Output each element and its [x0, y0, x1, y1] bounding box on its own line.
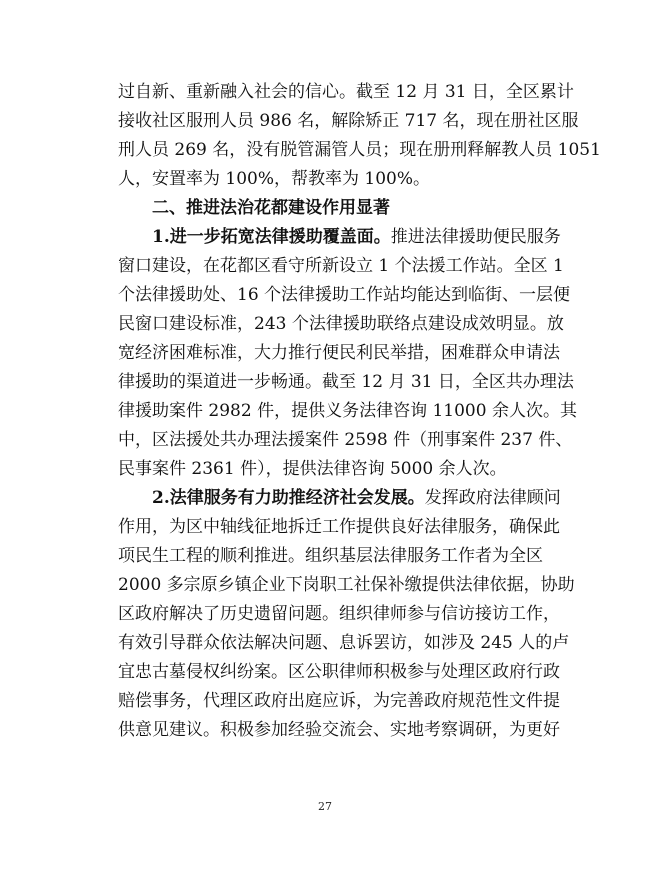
item-2-first-line	[118, 484, 561, 513]
text-line: 中，区法援处共办理法援案件 2598 件（刑事案件 237 件、	[118, 430, 573, 450]
text-line: 接收社区服刑人员 986 名，解除矫正 717 名，现在册社区服	[118, 111, 579, 131]
text-line: 宽经济困难标准，大力推行便民利民举措，困难群众申请法	[118, 343, 560, 363]
text-line: 区政府解决了历史遗留问题。组织律师参与信访接访工作，	[118, 604, 560, 624]
section-heading: 二、推进法治花都建设作用显著	[152, 198, 390, 218]
page-body	[118, 78, 601, 745]
text-line: 项民生工程的顺利推进。组织基层法律服务工作者为全区	[118, 546, 543, 566]
text-line: 供意见建议。积极参加经验交流会、实地考察调研，为更好	[118, 720, 560, 740]
item-2-first-line-rest: 发挥政府法律顾问	[424, 488, 561, 508]
page-number: 27	[318, 800, 332, 813]
text-line: 作用，为区中轴线征地拆迁工作提供良好法律服务，确保此	[118, 517, 560, 537]
text-line: 宜忠古墓侵权纠纷案。区公职律师积极参与处理区政府行政	[118, 662, 560, 682]
item-1-lead: 1.进一步拓宽法律援助覆盖面。	[152, 227, 391, 247]
text-line: 刑人员 269 名，没有脱管漏管人员；现在册刑释解教人员 1051	[118, 140, 601, 160]
text-line: 律援助案件 2982 件，提供义务法律咨询 11000 余人次。其	[118, 401, 577, 421]
item-1-first-line	[118, 223, 561, 252]
text-line: 民窗口建设标准，243 个法律援助联络点建设成效明显。放	[118, 314, 564, 334]
item-1-first-line-rest: 推进法律援助便民服务	[390, 227, 561, 247]
text-line: 窗口建设，在花都区看守所新设立 1 个法援工作站。全区 1	[118, 256, 564, 276]
text-line: 有效引导群众依法解决问题、息诉罢访，如涉及 245 人的卢	[118, 633, 570, 653]
text-line: 赔偿事务，代理区政府出庭应诉，为完善政府规范性文件提	[118, 691, 560, 711]
text-line: 人，安置率为 100%，帮教率为 100%。	[118, 169, 431, 189]
text-line: 律援助的渠道进一步畅通。截至 12 月 31 日，全区共办理法	[118, 372, 574, 392]
text-line: 民事案件 2361 件），提供法律咨询 5000 余人次。	[118, 459, 507, 479]
text-line: 2000 多宗原乡镇企业下岗职工社保补缴提供法律依据，协助	[118, 575, 575, 595]
text-line: 过自新、重新融入社会的信心。截至 12 月 31 日，全区累计	[118, 82, 574, 102]
item-2-lead: 2.法律服务有力助推经济社会发展。	[152, 488, 425, 508]
text-line: 个法律援助处、16 个法律援助工作站均能达到临街、一层便	[118, 285, 571, 305]
